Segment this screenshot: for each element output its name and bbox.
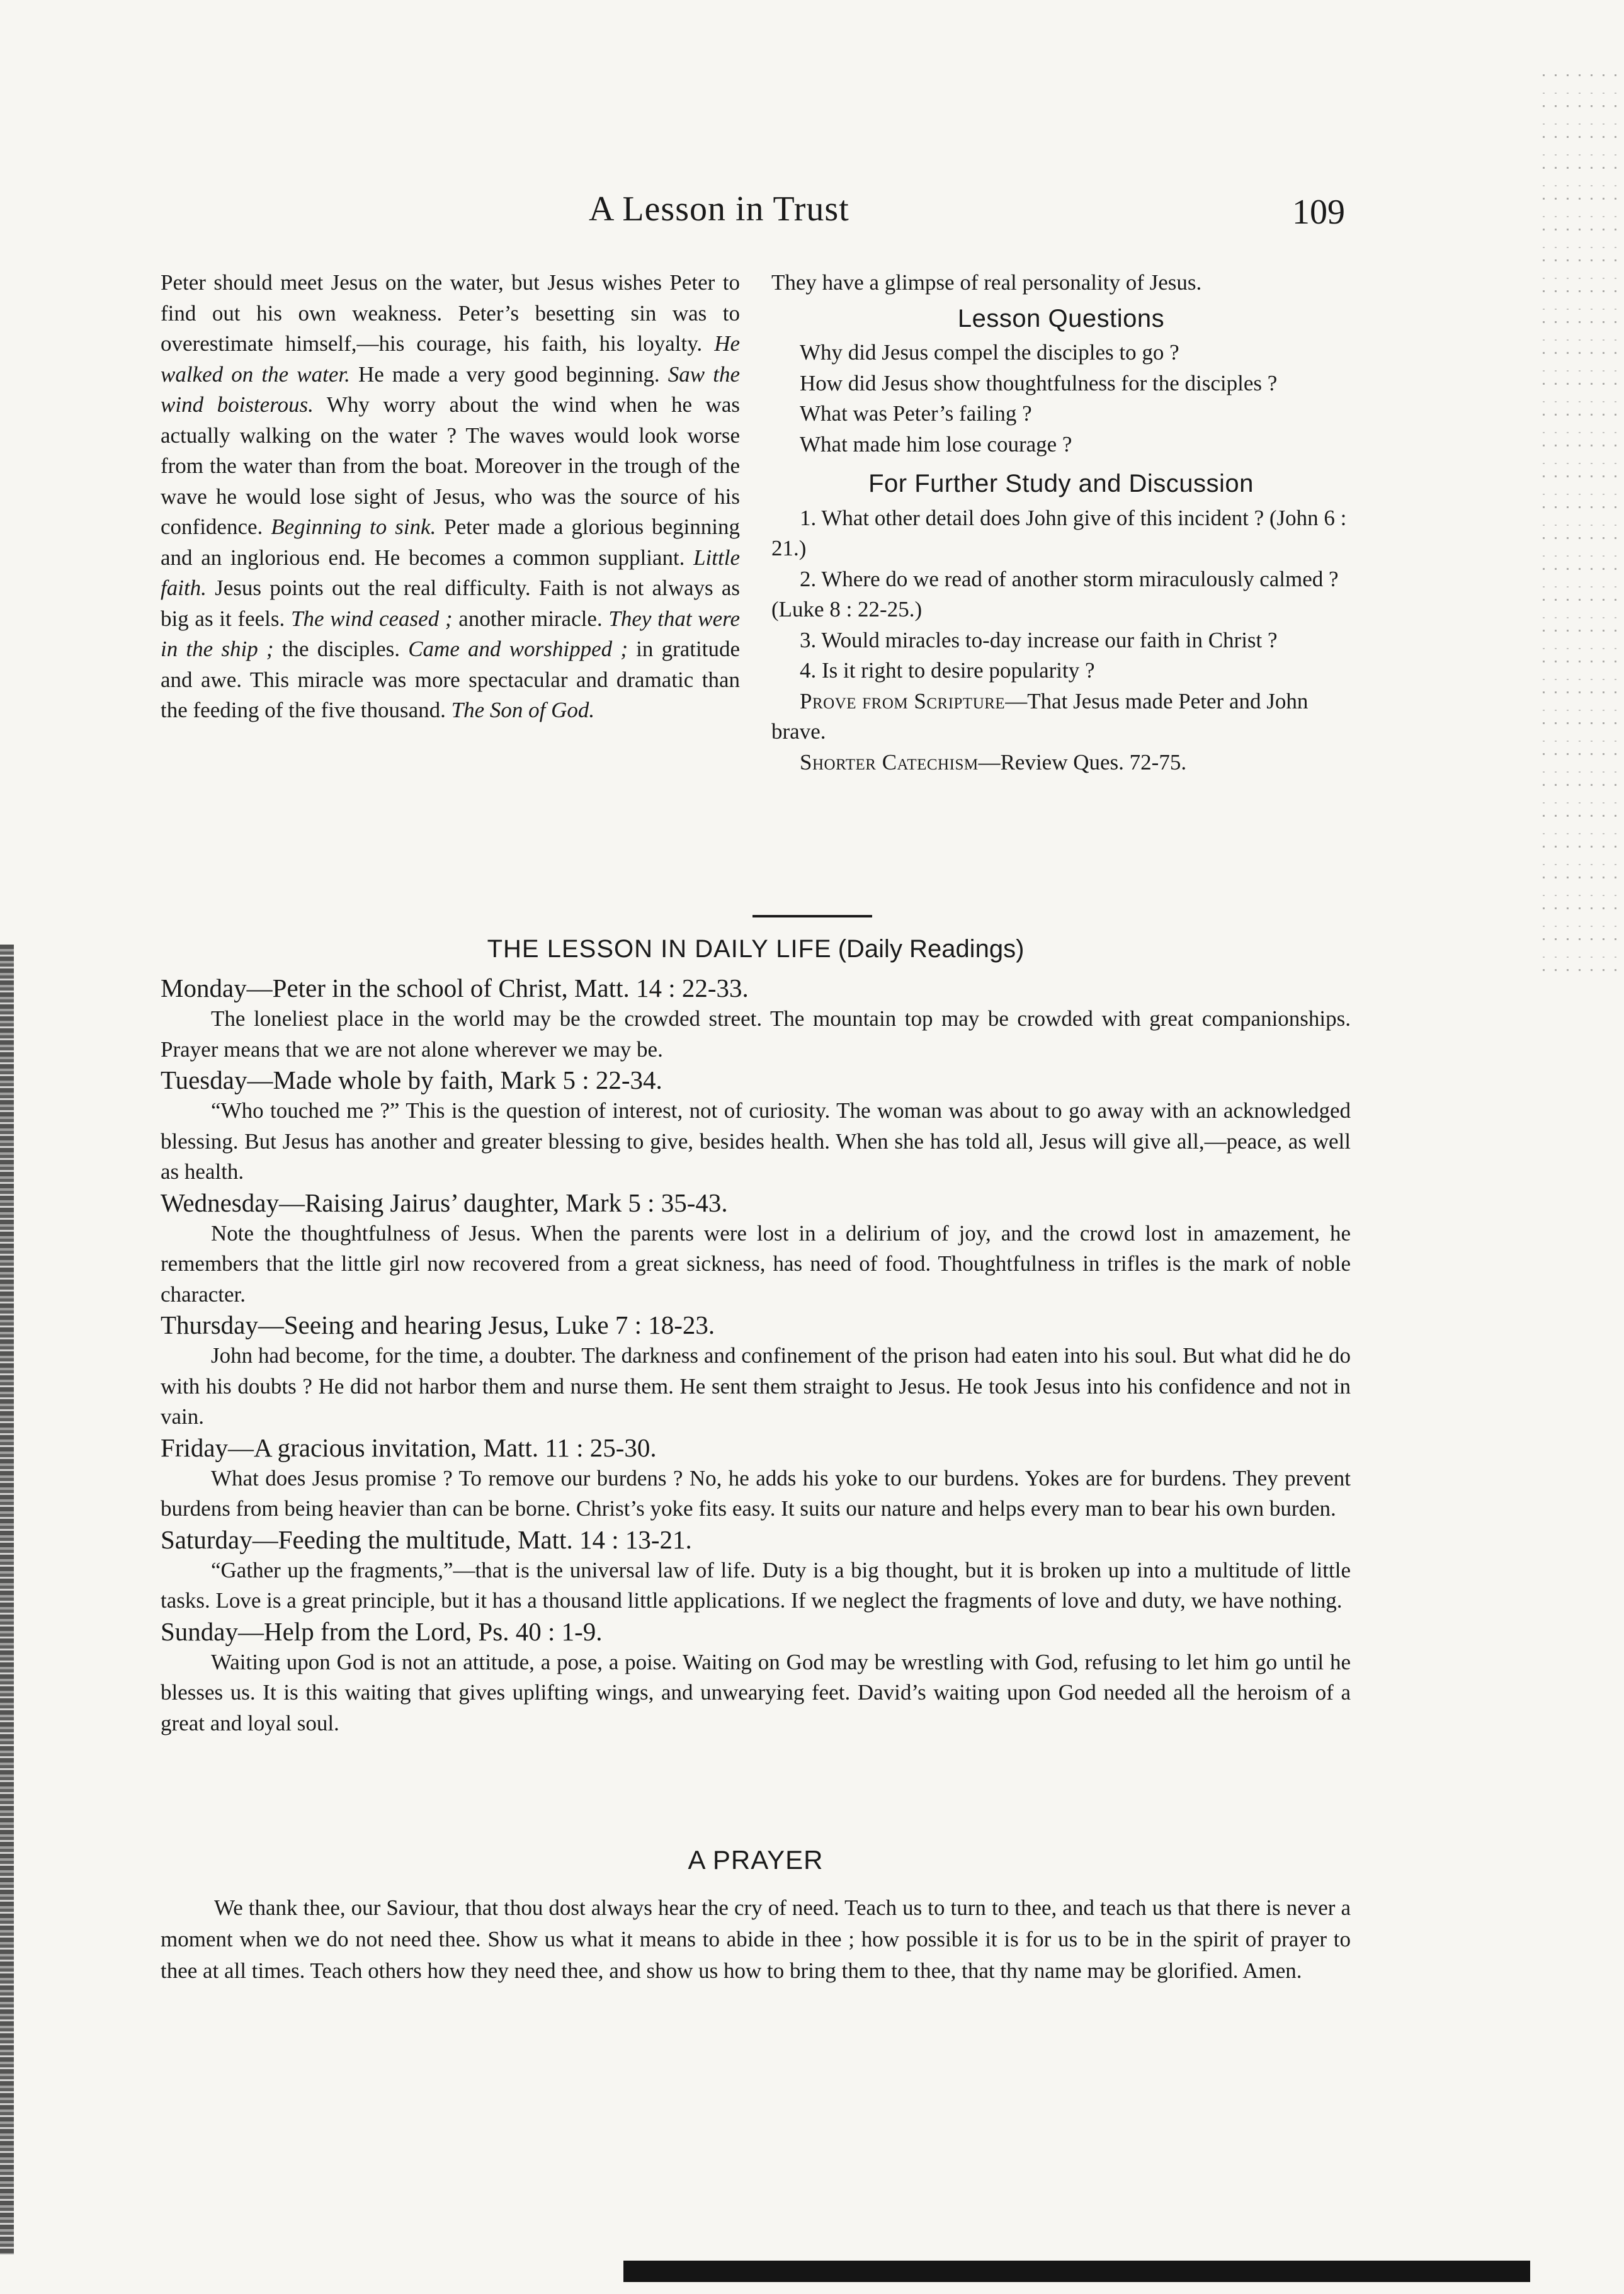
study-question: 1. What other detail does John give of this incident ? (John 6 : 21.) [771, 505, 1347, 560]
scripture-phrase: Beginning to sink. [271, 514, 436, 539]
scripture-phrase: He walked on the water. [161, 331, 740, 387]
commentary-text: He made a very good beginning. [349, 361, 668, 387]
daily-reading-text: “Who touched me ?” This is the question of interest, not of curiosity. The woman was about to go away with an acknowledged blessing. But Jesus has another and greater blessing to give, besides health. When she has told all, Jesus will give all,—peace, as well as health. [161, 1098, 1351, 1184]
lesson-question: What made him lose courage ? [800, 431, 1072, 457]
daily-reading-text: Waiting upon God is not an attitude, a pose, a poise. Waiting on God may be wrestling with God, refusing to let him go until he blesses us. It is this waiting that gives uplifting wings, and unwearying feet. David’s waiting upon God needed all the heroism of a great and loyal soul. [161, 1649, 1351, 1735]
daily-reading-heading: Monday—Peter in the school of Christ, Matt. 14 : 22-33. [161, 974, 749, 1002]
daily-reading-heading: Sunday—Help from the Lord, Ps. 40 : 1-9. [161, 1616, 603, 1646]
commentary-text: another miracle. [452, 606, 609, 631]
scripture-phrase: The wind ceased ; [291, 606, 453, 631]
bottom-rule [623, 2261, 1530, 2282]
shorter-catechism [771, 747, 1351, 778]
prayer-body: We thank thee, our Saviour, that thou dost always hear the cry of need. Teach us to turn to thee, and teach us that there is never a moment when we do not need thee. Show us what it means to abide in thee ; how possible it is for us to be in the spirit of prayer to thee at all times. Teach others how they need thee, and show us how to bring them to thee, that thy name may be glorified. Amen. [161, 1895, 1351, 1983]
lesson-question: Why did Jesus compel the disciples to go ? [800, 340, 1179, 365]
daily-readings [161, 973, 1351, 1739]
scan-edge-left [0, 945, 14, 2254]
daily-reading-text: Note the thoughtfulness of Jesus. When the parents were lost in a delirium of joy, and the crowd lost in amazement, he remembers that the little girl now recovered from a great sickness, has need of food. Thoughtfulness in trifles is the mark of noble character. [161, 1220, 1351, 1307]
scan-edge-right [1543, 63, 1618, 976]
daily-reading-heading: Thursday—Seeing and hearing Jesus, Luke 7 : 18-23. [161, 1310, 715, 1339]
scripture-phrase: The Son of God. [451, 698, 595, 722]
further-study-heading: For Further Study and Discussion [868, 470, 1254, 497]
daily-reading-heading: Friday—A gracious invitation, Matt. 11 : 25-30. [161, 1433, 657, 1462]
left-column [161, 268, 740, 726]
lesson-question: What was Peter’s failing ? [800, 401, 1032, 426]
prove-text: —That Jesus made Peter and John brave. [771, 688, 1309, 744]
daily-reading-text: John had become, for the time, a doubter. The darkness and confinement of the prison had eaten into his soul. But what did he do with his doubts ? He did not harbor them and nurse them. He sent them straight to Jesus. He took Jesus into his confidence and not in vain. [161, 1343, 1351, 1429]
lesson-question: How did Jesus show thoughtfulness for the disciples ? [800, 370, 1278, 395]
commentary-paragraph [161, 268, 740, 726]
study-question: 3. Would miracles to-day increase our faith in Christ ? [800, 627, 1278, 652]
scripture-phrase: Little faith. [161, 545, 740, 600]
daily-reading-heading: Wednesday—Raising Jairus’ daughter, Mark 5 : 35-43. [161, 1188, 728, 1217]
daily-life-subtitle: (Daily Readings) [838, 935, 1025, 963]
commentary-text: in gratitude and awe. This miracle was more spectacular and dramatic than the feeding of the five thousand. [161, 637, 740, 722]
further-study-list [771, 503, 1351, 686]
scripture-phrase: Saw the wind boisterous. [161, 361, 741, 417]
commentary-text: Peter should meet Jesus on the water, but Jesus wishes Peter to find out his own weakness. Peter’s besetting sin was to overestimate himself,—his courage, his faith, his loyalty. [161, 270, 740, 356]
running-head: A Lesson in Trust [589, 190, 849, 229]
scripture-phrase: They that were in the ship ; [161, 606, 740, 661]
commentary-text: the disciples. [273, 637, 409, 661]
daily-reading-text: What does Jesus promise ? To remove our burdens ? No, he adds his yoke to our burdens. Yokes are for burdens. They prevent burdens from being heavier than can be borne. Christ’s yoke fits easy. It suits our nature and helps every man to bear his own burden. [161, 1465, 1351, 1521]
commentary-continuation: They have a glimpse of real personality of Jesus. [771, 270, 1202, 295]
scripture-phrase: Came and worshipped ; [408, 637, 628, 661]
catechism-label: Shorter Catechism [800, 749, 979, 775]
prove-label: Prove from Scripture [800, 688, 1006, 713]
daily-reading-heading: Saturday—Feeding the multitude, Matt. 14 : 13-21. [161, 1525, 692, 1554]
page-number: 109 [1292, 193, 1345, 232]
study-question: 4. Is it right to desire popularity ? [800, 658, 1095, 683]
prove-from-scripture [771, 686, 1351, 747]
lesson-questions-list [771, 338, 1351, 460]
daily-reading-text: “Gather up the fragments,”—that is the universal law of life. Duty is a big thought, but it is broken up into a multitude of little tasks. Love is a great principle, but it has a thousand little applications. If we neglect the fragments of love and duty, we have nothing. [161, 1557, 1351, 1613]
right-column [771, 268, 1351, 778]
catechism-text: —Review Ques. 72-75. [978, 749, 1187, 775]
daily-life-heading [161, 934, 1351, 963]
commentary-text: Jesus points out the real difficulty. Faith is not always as big as it feels. [161, 576, 740, 631]
commentary-text: Why worry about the wind when he was actually walking on the water ? The waves would look worse from the water than from the boat. Moreover in the trough of the wave he would lose sight of Jesus, who was the source of his confidence. [161, 392, 740, 539]
daily-reading-heading: Tuesday—Made whole by faith, Mark 5 : 22-34. [161, 1065, 662, 1094]
daily-life-title: THE LESSON IN DAILY LIFE [487, 935, 832, 963]
daily-reading-text: The loneliest place in the world may be the crowded street. The mountain top may be crowded with great companionships. Prayer means that we are not alone wherever we may be. [161, 1006, 1351, 1062]
commentary-text: Peter made a glorious beginning and an inglorious end. He becomes a common suppliant. [161, 514, 740, 570]
study-question: 2. Where do we read of another storm miraculously calmed ? (Luke 8 : 22-25.) [771, 566, 1339, 622]
prayer-heading: A PRAYER [688, 1845, 824, 1875]
section-divider [752, 915, 872, 917]
lesson-questions-heading: Lesson Questions [957, 304, 1165, 332]
